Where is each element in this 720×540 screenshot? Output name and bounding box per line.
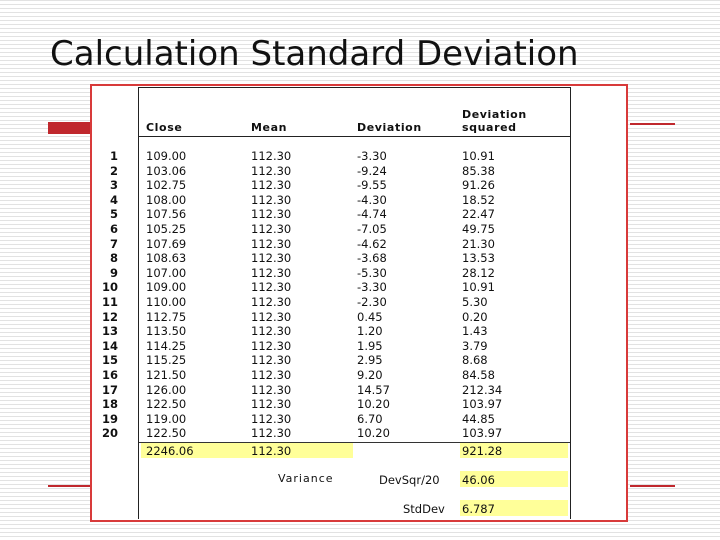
slide-title: Calculation Standard Deviation [50,34,579,74]
deviation-squared-cell: 5.30 [462,295,488,309]
header-deviation: Deviation [357,121,422,134]
row-number: 20 [101,426,118,441]
row-number: 6 [109,222,118,236]
deviation-cell: 9.20 [357,368,383,382]
deviation-squared-cell: 18.52 [462,192,495,207]
close-cell: 102.75 [146,178,187,193]
variance-label: Variance [278,472,334,485]
deviation-cell: -7.05 [357,222,387,236]
close-cell: 122.50 [146,426,187,441]
deviation-squared-cell: 1.43 [462,324,488,339]
mean-cell: 112.30 [251,397,292,412]
close-cell: 113.50 [146,324,187,339]
mean-cell: 112.30 [251,280,292,295]
row-number: 1 [109,149,118,163]
close-cell: 119.00 [146,411,187,426]
deviation-cell: -3.68 [357,251,387,266]
deviation-squared-cell: 44.85 [462,411,495,426]
row-number: 15 [101,353,118,368]
variance-formula: DevSqr/20 [379,473,440,487]
deviation-squared-cell: 212.34 [462,382,503,397]
mean-cell: 112.30 [251,382,292,397]
deviation-squared-cell: 10.91 [462,280,495,295]
deviation-cell: 10.20 [357,426,390,441]
deviation-cell: 1.20 [357,324,383,339]
total-deviation-squared: 921.28 [462,444,503,458]
mean-cell: 112.30 [251,324,292,339]
mean-cell: 112.30 [251,178,292,193]
total-mean: 112.30 [251,444,292,458]
mean-cell: 112.30 [251,309,292,324]
deviation-cell: 6.70 [357,411,383,426]
deviation-cell: -9.24 [357,163,387,178]
mean-cell: 112.30 [251,236,292,251]
header-mean: Mean [251,121,288,134]
row-number: 9 [109,265,118,280]
mean-cell: 112.30 [251,411,292,426]
deviation-squared-cell: 84.58 [462,368,495,382]
deviation-squared-cell: 21.30 [462,236,495,251]
close-cell: 126.00 [146,382,187,397]
deviation-cell: 10.20 [357,397,390,412]
close-cell: 107.69 [146,236,187,251]
row-number: 19 [101,411,118,426]
close-cell: 114.25 [146,338,187,353]
deviation-cell: -5.30 [357,265,387,280]
deviation-cell: -2.30 [357,295,387,309]
stddev-label: StdDev [403,502,445,516]
row-number: 5 [109,207,118,222]
close-cell: 121.50 [146,368,187,382]
row-number: 10 [101,280,118,295]
deviation-cell: 0.45 [357,309,383,324]
mean-cell: 112.30 [251,368,292,382]
mean-cell: 112.30 [251,149,292,163]
deviation-cell: -3.30 [357,149,387,163]
close-cell: 112.75 [146,309,187,324]
row-number: 18 [101,397,118,412]
close-cell: 105.25 [146,222,187,236]
footer-rule-right [630,485,675,487]
close-cell: 115.25 [146,353,187,368]
deviation-cell: -4.62 [357,236,387,251]
deviation-squared-cell: 10.91 [462,149,495,163]
mean-cell: 112.30 [251,295,292,309]
deviation-cell: 1.95 [357,338,383,353]
row-number: 14 [101,338,118,353]
deviation-squared-cell: 13.53 [462,251,495,266]
close-cell: 103.06 [146,163,187,178]
close-cell: 110.00 [146,295,187,309]
row-number: 12 [101,309,118,324]
mean-cell: 112.30 [251,353,292,368]
deviation-squared-cell: 85.38 [462,163,495,178]
header-close: Close [146,121,183,134]
total-close: 2246.06 [146,444,194,458]
deviation-squared-cell: 22.47 [462,207,495,222]
title-accent-rule [630,123,675,125]
mean-cell: 112.30 [251,426,292,441]
mean-cell: 112.30 [251,251,292,266]
header-deviation-squared-line1: Deviation [462,108,527,121]
deviation-squared-cell: 28.12 [462,265,495,280]
header-rule [139,136,570,137]
close-cell: 109.00 [146,280,187,295]
close-cell: 109.00 [146,149,187,163]
row-number: 2 [109,163,118,178]
mean-cell: 112.30 [251,163,292,178]
mean-cell: 112.30 [251,338,292,353]
deviation-cell: -4.30 [357,192,387,207]
deviation-cell: -9.55 [357,178,387,193]
totals-rule [139,442,570,443]
mean-cell: 112.30 [251,207,292,222]
row-number: 3 [109,178,118,193]
variance-value: 46.06 [462,473,495,487]
row-number: 4 [109,192,118,207]
deviation-squared-cell: 103.97 [462,426,503,441]
row-number: 7 [109,236,118,251]
stddev-value: 6.787 [462,502,495,516]
row-number: 16 [101,368,118,382]
row-number: 11 [101,295,118,309]
close-cell: 107.56 [146,207,187,222]
deviation-squared-cell: 91.26 [462,178,495,193]
close-cell: 108.00 [146,192,187,207]
deviation-squared-cell: 103.97 [462,397,503,412]
mean-cell: 112.30 [251,192,292,207]
deviation-squared-cell: 3.79 [462,338,488,353]
deviation-cell: -3.30 [357,280,387,295]
footer-rule-left [48,485,92,487]
mean-cell: 112.30 [251,265,292,280]
deviation-cell: 2.95 [357,353,383,368]
row-number: 8 [109,251,118,266]
title-accent-bar [48,122,92,134]
close-cell: 107.00 [146,265,187,280]
row-number: 13 [101,324,118,339]
deviation-squared-cell: 0.20 [462,309,488,324]
deviation-squared-cell: 49.75 [462,222,495,236]
deviation-cell: -4.74 [357,207,387,222]
close-cell: 108.63 [146,251,187,266]
mean-cell: 112.30 [251,222,292,236]
header-deviation-squared-line2: squared [462,121,517,134]
row-number: 17 [101,382,118,397]
deviation-squared-cell: 8.68 [462,353,488,368]
close-cell: 122.50 [146,397,187,412]
deviation-cell: 14.57 [357,382,390,397]
